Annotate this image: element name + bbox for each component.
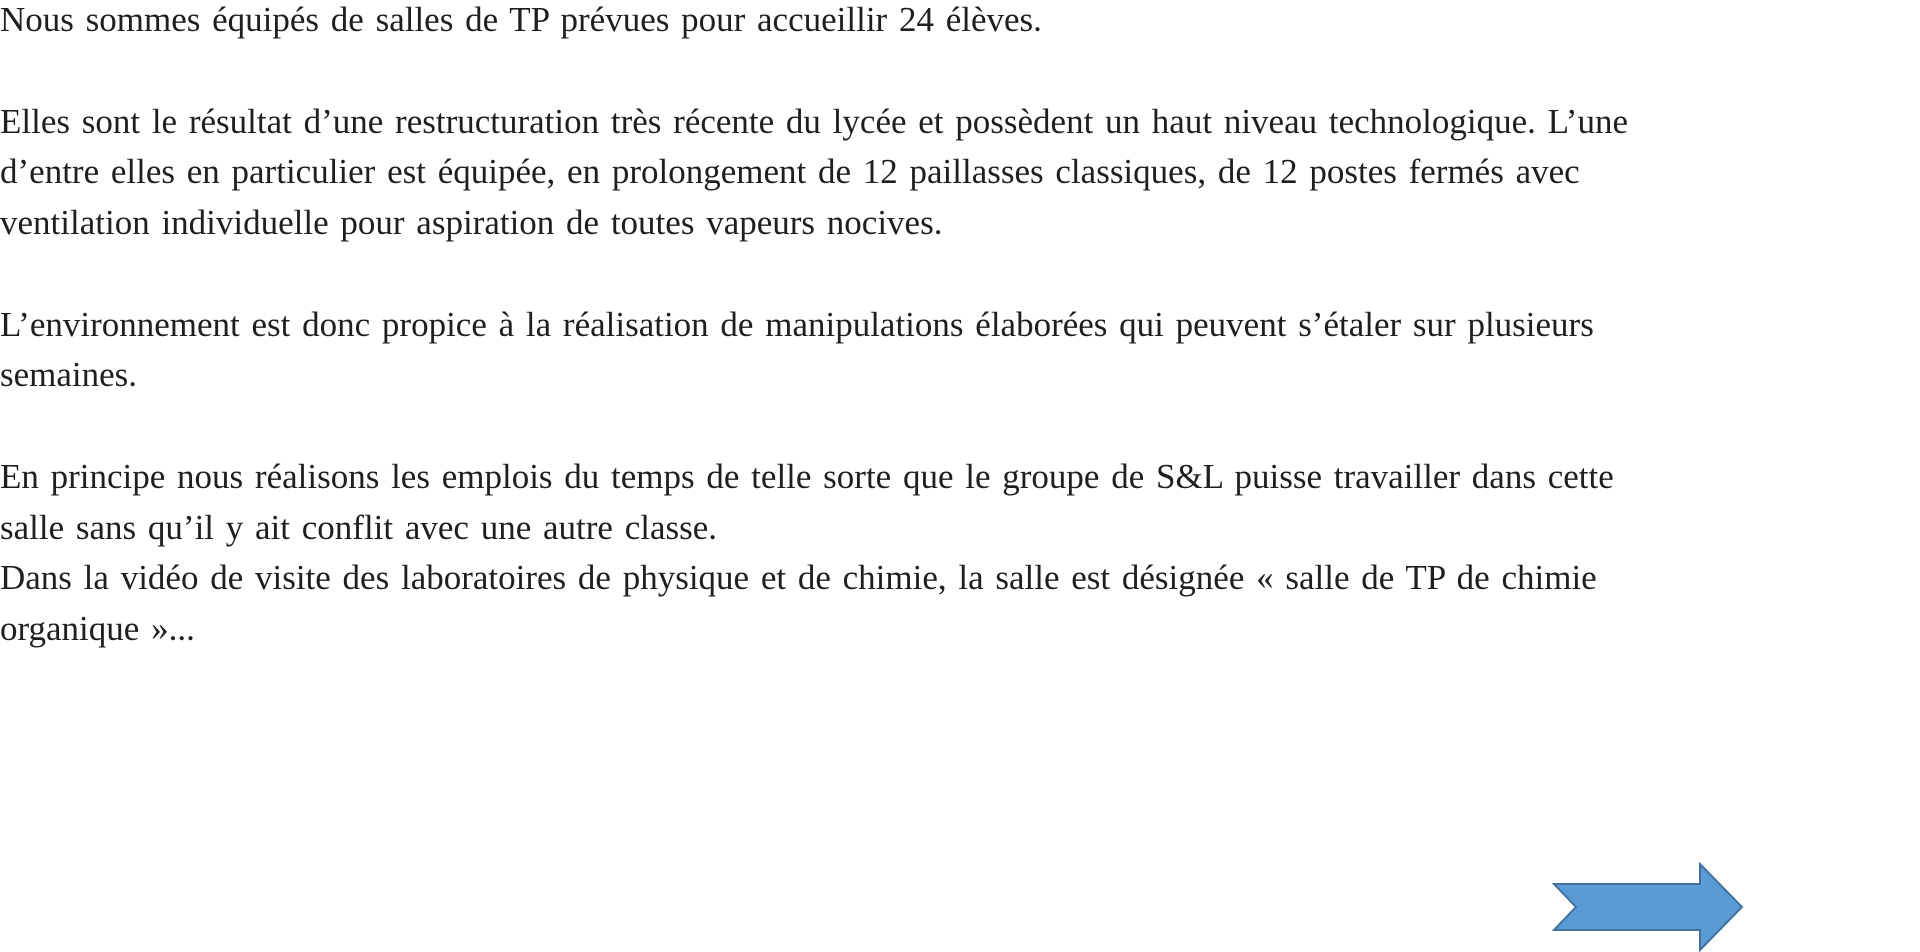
paragraph-line: Nous sommes équipés de salles de TP prévues pour accueillir 24 élèves. [0, 0, 1042, 39]
notched-right-arrow-icon [1552, 862, 1746, 952]
paragraph-line: Elles sont le résultat d’une restructuration très récente du lycée et possèdent un haut niveau technologique. L’une [0, 102, 1628, 141]
paragraph-line: d’entre elles en particulier est équipée, en prolongement de 12 paillasses classiques, de 12 postes fermés avec [0, 152, 1580, 191]
paragraph-line: Dans la vidéo de visite des laboratoires de physique et de chimie, la salle est désignée « salle de TP de chimie [0, 558, 1597, 597]
paragraph-line: semaines. [0, 355, 138, 394]
paragraph-line: En principe nous réalisons les emplois du temps de telle sorte que le groupe de S&L puisse travailler dans cette [0, 457, 1614, 496]
paragraph-line: organique »... [0, 609, 195, 648]
next-slide-button[interactable] [1552, 862, 1746, 952]
paragraph-line: salle sans qu’il y ait conflit avec une autre classe. [0, 508, 718, 547]
paragraph-line: L’environnement est donc propice à la réalisation de manipulations élaborées qui peuvent s’étaler sur plusieurs [0, 305, 1594, 344]
paragraph-line: ventilation individuelle pour aspiration de toutes vapeurs nocives. [0, 203, 943, 242]
